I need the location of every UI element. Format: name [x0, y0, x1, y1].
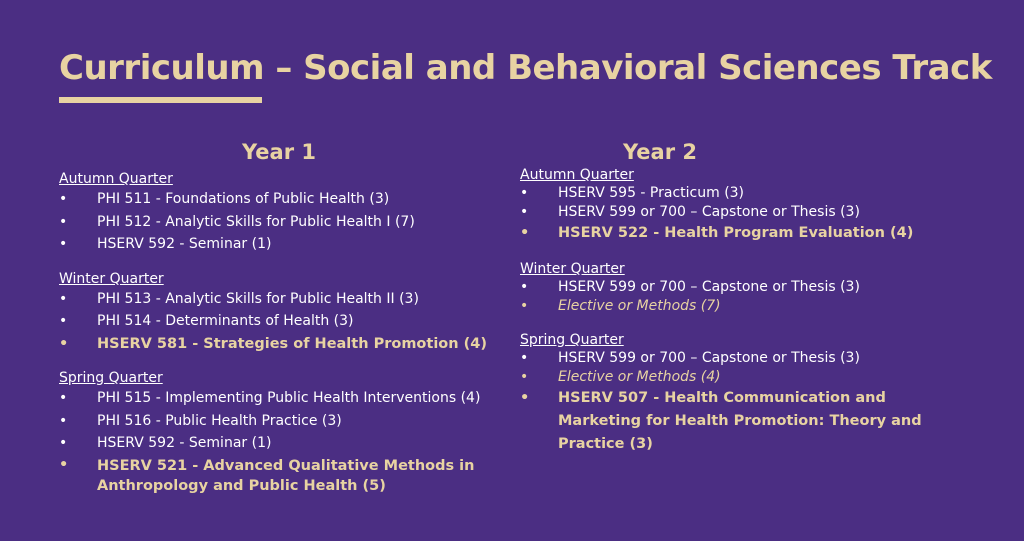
- course-item: • HSERV 592 - Seminar (1): [59, 233, 519, 256]
- course-item: • PHI 511 - Foundations of Public Health (3): [59, 188, 519, 211]
- course-item: • HSERV 592 - Seminar (1): [59, 432, 519, 455]
- course-item: • PHI 515 - Implementing Public Health Interventions (4): [59, 387, 519, 410]
- course-item-highlight: • HSERV 581 - Strategies of Health Promotion (4): [59, 333, 519, 356]
- course-item-elective: • Elective or Methods (7): [520, 297, 1000, 316]
- course-item-highlight: • HSERV 507 - Health Communication and Marketing for Health Promotion: Theory and Practice (3): [520, 387, 968, 456]
- course-item: • HSERV 599 or 700 – Capstone or Thesis (3): [520, 349, 1000, 368]
- year1-spring-list: [59, 387, 519, 496]
- year1-winter-list: [59, 288, 519, 356]
- course-item-elective: • Elective or Methods (4): [520, 368, 1000, 387]
- course-item: • PHI 512 - Analytic Skills for Public Health I (7): [59, 211, 519, 234]
- year2-heading: Year 2: [623, 140, 697, 164]
- year2-autumn-list: [520, 184, 1000, 245]
- year1-autumn-list: [59, 188, 519, 256]
- course-item-highlight: • HSERV 522 - Health Program Evaluation (4): [520, 222, 1000, 245]
- page-title: Curriculum – Social and Behavioral Sciences Track: [59, 48, 992, 88]
- title-underline: [59, 97, 262, 103]
- course-item: • HSERV 599 or 700 – Capstone or Thesis (3): [520, 203, 1000, 222]
- course-item: • PHI 513 - Analytic Skills for Public Health II (3): [59, 288, 519, 311]
- year1-column: [59, 140, 519, 510]
- year2-winter-list: [520, 278, 1000, 316]
- year2-spring-label: Spring Quarter: [520, 332, 624, 348]
- year1-heading: Year 1: [242, 140, 316, 164]
- year2-autumn-label: Autumn Quarter: [520, 167, 634, 183]
- course-item-highlight: • HSERV 521 - Advanced Qualitative Methods in Anthropology and Public Health (5): [59, 455, 519, 496]
- year2-column: [520, 140, 1000, 471]
- year1-autumn-label: Autumn Quarter: [59, 171, 173, 187]
- year2-winter-label: Winter Quarter: [520, 261, 625, 277]
- course-item: • HSERV 599 or 700 – Capstone or Thesis (3): [520, 278, 1000, 297]
- year1-spring-label: Spring Quarter: [59, 370, 163, 386]
- course-item: • PHI 516 - Public Health Practice (3): [59, 410, 519, 433]
- year1-winter-label: Winter Quarter: [59, 270, 164, 287]
- course-item: • HSERV 595 - Practicum (3): [520, 184, 1000, 203]
- year2-spring-list: [520, 349, 1000, 456]
- course-item: • PHI 514 - Determinants of Health (3): [59, 310, 519, 333]
